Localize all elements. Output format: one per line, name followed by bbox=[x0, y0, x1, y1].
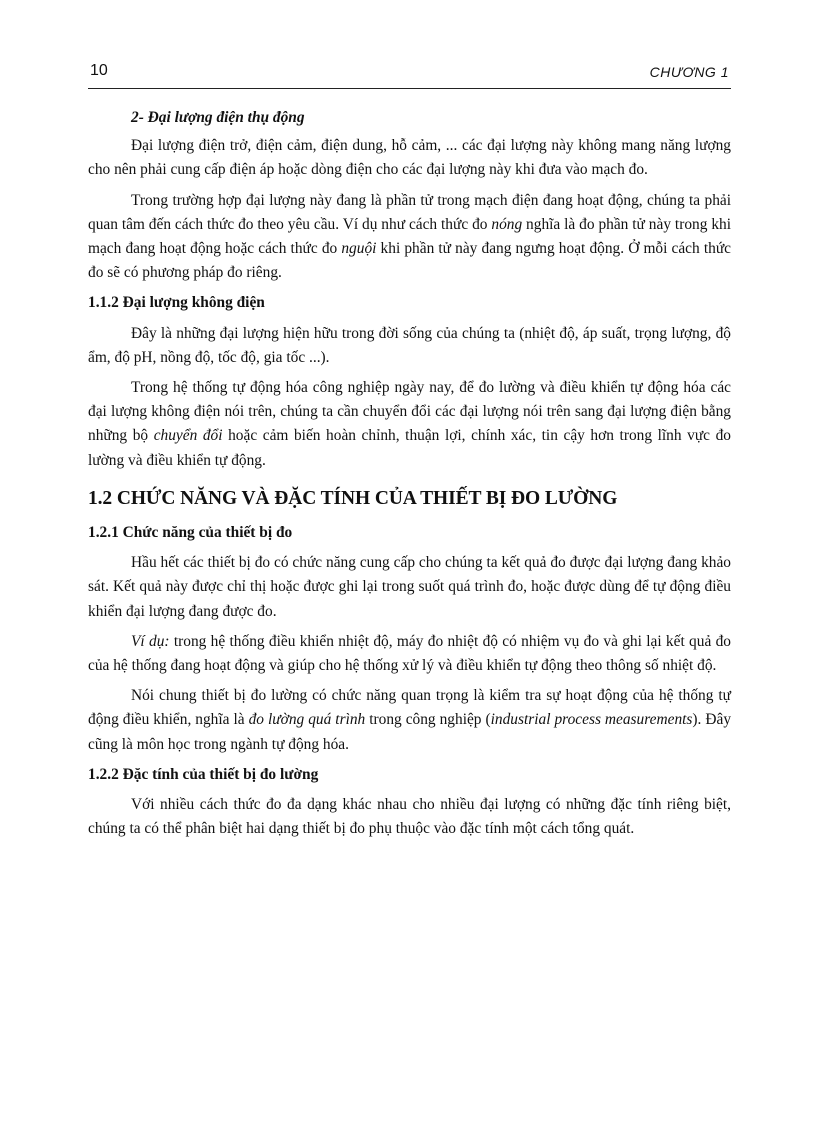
italic-term: chuyển đổi bbox=[153, 427, 223, 445]
section-heading-1-2: 1.2 CHỨC NĂNG VÀ ĐẶC TÍNH CỦA THIẾT BỊ ĐO LƯỜNG bbox=[88, 487, 618, 509]
text-run: Nói chung thiết bị đo lường có chức năng quan trọng là kiểm tra sự hoạt động của hệ thống tự động điều khiển, nghĩa là bbox=[88, 687, 731, 729]
italic-term: nguội bbox=[341, 240, 377, 258]
paragraph: Đây là những đại lượng hiện hữu trong đời sống của chúng ta (nhiệt độ, áp suất, trọng lượng, độ ẩm, độ pH, nồng độ, tốc độ, gia tốc ...). bbox=[88, 324, 731, 366]
paragraph bbox=[88, 189, 731, 286]
text-run: trong công nghiệp ( bbox=[365, 711, 491, 729]
italic-term: industrial process measurements bbox=[490, 711, 693, 729]
text-run: Trong trường hợp đại lượng này đang là phần tử trong mạch điện đang hoạt động, chúng ta phải quan tâm đến cách thức đo theo yêu cầu. Ví dụ như cách thức đo bbox=[88, 191, 731, 233]
page-number: 10 bbox=[90, 62, 108, 79]
chapter-label: CHƯƠNG 1 bbox=[649, 64, 729, 80]
italic-term: đo lường quá trình bbox=[248, 711, 366, 729]
paragraph bbox=[88, 684, 731, 757]
page-header bbox=[88, 58, 731, 89]
section-heading-1-2-2: 1.2.2 Đặc tính của thiết bị đo lường bbox=[88, 765, 319, 783]
text-run: nghĩa là đo phần tử này trong khi mạch đang hoạt động hoặc cách thức đo bbox=[88, 215, 731, 258]
paragraph: Với nhiều cách thức đo đa dạng khác nhau cho nhiều đại lượng có những đặc tính riêng biệt, chúng ta có thể phân biệt hai dạng thiết bị đo phụ thuộc vào đặc tính một cách tổng quát. bbox=[88, 796, 731, 838]
text-run: Trong hệ thống tự động hóa công nghiệp ngày nay, để đo lường và điều khiển tự động hóa các đại lượng không điện nói trên, chúng ta cần chuyển đổi các đại lượng nói trên sang đại lượng điện bằng những bộ bbox=[88, 379, 731, 445]
italic-term: Ví dụ: bbox=[131, 632, 170, 650]
paragraph: Đại lượng điện trở, điện cảm, điện dung, hỗ cảm, ... các đại lượng này không mang năng lượng cho nên phải cung cấp điện áp hoặc dòng điện cho các đại lượng này khi đưa vào mạch đo. bbox=[88, 137, 731, 179]
text-run: trong hệ thống điều khiển nhiệt độ, máy đo nhiệt độ có nhiệm vụ đo và ghi lại kết quả đo của hệ thống đang hoạt động và giúp cho hệ thống xử lý và điều khiển tự động theo thông số nhiệt độ. bbox=[88, 632, 731, 675]
page-content bbox=[88, 106, 731, 847]
text-run: khi phần tử này đang ngưng hoạt động. Ở mỗi cách thức đo sẽ có phương pháp đo riêng. bbox=[88, 240, 731, 282]
text-run: hoặc cảm biến hoàn chỉnh, thuận lợi, chính xác, tin cậy hơn trong lĩnh vực đo lường và điều khiển tự động. bbox=[88, 427, 731, 469]
paragraph: Hầu hết các thiết bị đo có chức năng cung cấp cho chúng ta kết quả đo được đại lượng đang khảo sát. Kết quả này được chỉ thị hoặc được ghi lại trong suốt quá trình đo, hoặc được dùng để tự động điều khiển đại lượng đang được đo. bbox=[88, 554, 731, 620]
paragraph bbox=[88, 376, 731, 473]
section-heading-1-2-1: 1.2.1 Chức năng của thiết bị đo bbox=[88, 524, 293, 542]
section-heading-1-1-2: 1.1.2 Đại lượng không điện bbox=[88, 294, 265, 312]
italic-term: nóng bbox=[491, 215, 523, 233]
paragraph bbox=[88, 630, 731, 678]
text-run: ). Đây cũng là môn học trong ngành tự động hóa. bbox=[88, 711, 732, 753]
subsection-heading-passive: 2- Đại lượng điện thụ động bbox=[131, 109, 305, 126]
